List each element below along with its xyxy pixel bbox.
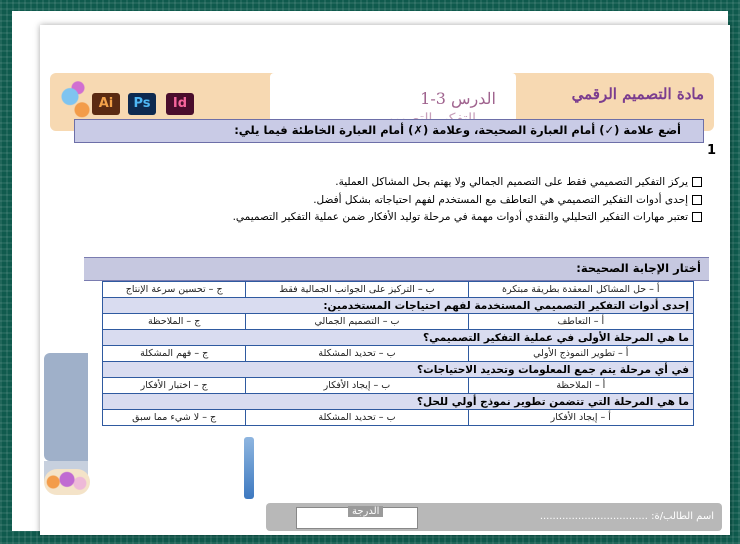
instruction-bar [74, 119, 704, 143]
footer-bar [266, 503, 722, 531]
option-cell[interactable]: ب – التصميم الجمالي [246, 314, 468, 330]
worksheet [40, 25, 730, 535]
option-cell[interactable]: ب – إيجاد الأفكار [246, 378, 468, 394]
options-row [103, 282, 694, 298]
true-false-text: يركز التفكير التصميمي فقط على التصميم الجمالي ولا يهتم بحل المشاكل العملية. [335, 176, 688, 188]
multiple-choice-header [84, 257, 709, 281]
option-cell[interactable]: ج – اختبار الأفكار [103, 378, 246, 394]
question-text: في أي مرحلة يتم جمع المعلومات وتحديد الاحتياجات؟ [103, 362, 694, 378]
student-name-label: اسم الطالب/ة: .................................. [539, 511, 714, 522]
option-cell[interactable]: أ – حل المشاكل المعقدة بطريقة مبتكرة [468, 282, 693, 298]
true-false-text: إحدى أدوات التفكير التصميمي هي التعاطف مع المستخدم لفهم احتياجاته بشكل أفضل. [313, 194, 688, 206]
indesign-icon: Id [166, 93, 194, 115]
checkbox-icon[interactable] [692, 177, 702, 187]
paint-brush-icon [244, 437, 254, 499]
multiple-choice-title: أختار الإجابة الصحيحة: [576, 261, 701, 275]
instruction-text: أضع علامة (✓) أمام العبارة الصحيحة، وعلامة (✗) أمام العبارة الخاطئة فيما يلي: [234, 123, 681, 137]
monitor-illustration-icon [44, 353, 88, 461]
options-row [103, 346, 694, 362]
options-row [103, 314, 694, 330]
subject-title: مادة التصميم الرقمي [571, 85, 704, 103]
option-cell[interactable]: ج – فهم المشكلة [103, 346, 246, 362]
option-cell[interactable]: ب – تحديد المشكلة [246, 410, 468, 426]
options-row [103, 410, 694, 426]
question-row [103, 298, 694, 314]
photoshop-icon: Ps [128, 93, 156, 115]
option-cell[interactable]: أ – التعاطف [468, 314, 693, 330]
option-cell[interactable]: ج – الملاحظة [103, 314, 246, 330]
illustrator-icon: Ai [92, 93, 120, 115]
question-row [103, 394, 694, 410]
question-text: ما هي المرحلة الأولى في عملية التفكير التصميمي؟ [103, 330, 694, 346]
multiple-choice-table [102, 281, 694, 426]
question-text: ما هي المرحلة التي تتضمن تطوير نموذج أولي للحل؟ [103, 394, 694, 410]
lesson-title: الدرس 3-1 [420, 89, 496, 108]
checkbox-icon[interactable] [692, 212, 702, 222]
true-false-item [142, 193, 702, 208]
color-palette-icon [44, 469, 90, 495]
question-row [103, 362, 694, 378]
options-row [103, 378, 694, 394]
option-cell[interactable]: ج – لا شيء مما سبق [103, 410, 246, 426]
true-false-text: تعتبر مهارات التفكير التحليلي والنقدي أدوات مهمة في مرحلة توليد الأفكار ضمن عملية التفكير التصميمي. [232, 211, 688, 223]
true-false-item [142, 210, 702, 225]
option-cell[interactable]: أ – تطوير النموذج الأولي [468, 346, 693, 362]
option-cell[interactable]: ج – تحسين سرعة الإنتاج [103, 282, 246, 298]
option-cell[interactable]: ب – تحديد المشكلة [246, 346, 468, 362]
option-cell[interactable]: أ – إيجاد الأفكار [468, 410, 693, 426]
page-frame [12, 11, 728, 531]
question-number: 1 [706, 143, 716, 158]
grade-label: الدرجة [348, 506, 383, 517]
true-false-item [142, 175, 702, 190]
option-cell[interactable]: أ – الملاحظة [468, 378, 693, 394]
option-cell[interactable]: ب – التركيز على الجوانب الجمالية فقط [246, 282, 468, 298]
question-text: إحدى أدوات التفكير التصميمي المستخدمة لفهم احتياجات المستخدمين: [103, 298, 694, 314]
checkbox-icon[interactable] [692, 195, 702, 205]
question-row [103, 330, 694, 346]
